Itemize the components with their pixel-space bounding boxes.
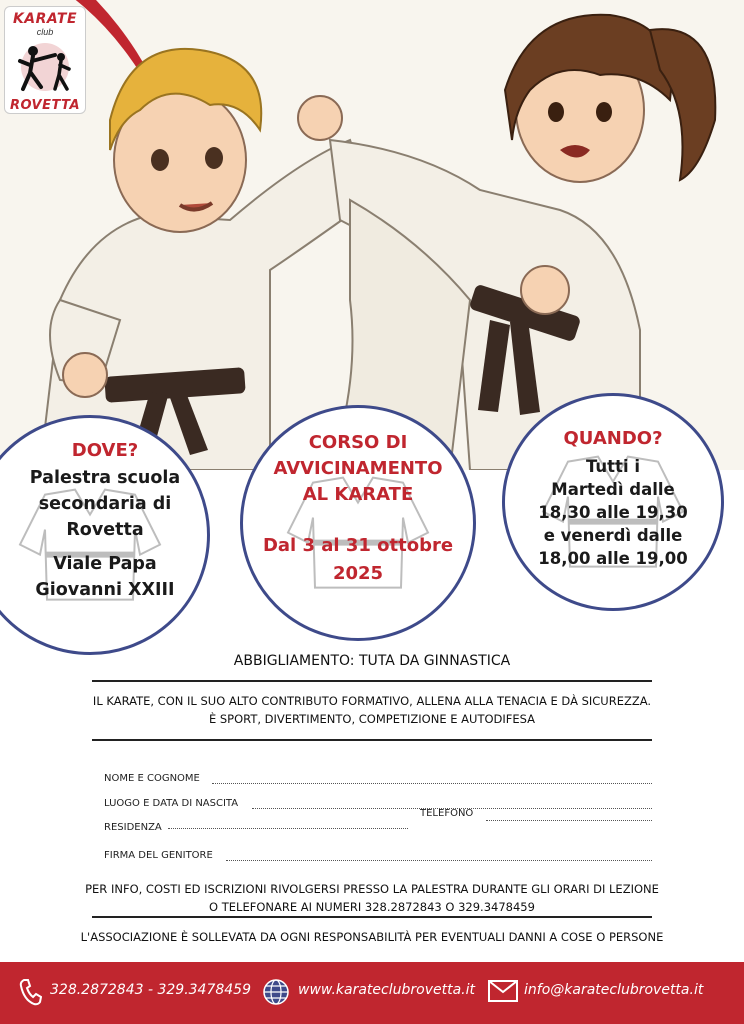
footer-email[interactable]: info@karateclubrovetta.it	[524, 982, 704, 998]
phone-field[interactable]	[486, 820, 652, 821]
residence-field[interactable]	[168, 828, 408, 829]
course-circle	[240, 405, 476, 641]
when-line-3: 18,30 alle 19,30	[538, 503, 688, 522]
when-line-5: 18,00 alle 19,00	[538, 549, 688, 568]
description-line-1: IL KARATE, CON IL SUO ALTO CONTRIBUTO FORMATIVO, ALLENA ALLA TENACIA E DÀ SICUREZZA.	[92, 694, 652, 708]
when-circle	[502, 393, 724, 611]
footer-phones[interactable]: 328.2872843 - 329.3478459	[50, 982, 251, 998]
divider	[92, 916, 652, 918]
karate-description	[0, 692, 744, 728]
phone-icon	[18, 978, 42, 1006]
karate-kick-logo-icon	[15, 37, 75, 93]
logo-bottom-text: ROVETTA	[9, 98, 81, 113]
description-line-2: È SPORT, DIVERTIMENTO, COMPETIZIONE E AUTODIFESA	[208, 712, 536, 726]
clothing-text: ABBIGLIAMENTO: TUTA DA GINNASTICA	[233, 653, 511, 669]
when-title: QUANDO?	[563, 428, 663, 449]
where-line-1: Palestra scuola	[29, 468, 181, 488]
course-title-2: AVVICINAMENTO	[273, 458, 443, 479]
club-logo	[4, 6, 86, 114]
footer-bar	[0, 962, 744, 1024]
where-title: DOVE?	[71, 440, 139, 461]
course-dates-1: Dal 3 al 31 ottobre	[262, 535, 454, 556]
where-address-1: Viale Papa	[53, 554, 157, 574]
when-text	[505, 396, 721, 570]
signature-label: FIRMA DEL GENITORE	[104, 850, 213, 861]
divider	[92, 680, 652, 682]
info-line-1: PER INFO, COSTI ED ISCRIZIONI RIVOLGERSI PRESSO LA PALESTRA DURANTE GLI ORARI DI LEZIONE	[85, 882, 659, 896]
course-title-3: AL KARATE	[302, 484, 414, 505]
residence-label: RESIDENZA	[104, 822, 162, 833]
signature-field[interactable]	[226, 860, 652, 861]
course-text	[243, 408, 473, 588]
where-circle	[0, 415, 210, 655]
info-line-2: O TELEFONARE AI NUMERI 328.2872843 O 329.3478459	[209, 900, 535, 914]
phone-label: TELEFONO	[420, 808, 474, 819]
course-title-1: CORSO DI	[308, 432, 408, 453]
logo-top-text: KARATE	[12, 11, 78, 27]
where-text	[0, 418, 207, 603]
when-line-1: Tutti i	[585, 457, 641, 476]
where-address-2: Giovanni XXIII	[35, 580, 175, 600]
name-label: NOME E COGNOME	[104, 773, 200, 784]
birth-label: LUOGO E DATA DI NASCITA	[104, 798, 239, 809]
divider	[92, 739, 652, 741]
disclaimer-text: L'ASSOCIAZIONE È SOLLEVATA DA OGNI RESPONSABILITÀ PER EVENTUALI DANNI A COSE O PERSONE	[80, 930, 664, 944]
globe-icon	[262, 978, 290, 1006]
name-field[interactable]	[212, 783, 652, 784]
info-text	[0, 880, 744, 916]
where-line-2: secondaria di	[38, 494, 172, 514]
logo-mid-text: club	[36, 27, 54, 37]
course-dates-2: 2025	[332, 563, 384, 584]
boy-figure	[40, 49, 370, 470]
mail-icon	[488, 980, 518, 1002]
when-line-2: Martedì dalle	[551, 480, 675, 499]
footer-website[interactable]: www.karateclubrovetta.it	[298, 982, 475, 998]
where-line-3: Rovetta	[66, 520, 144, 540]
when-line-4: e venerdì dalle	[543, 526, 683, 545]
